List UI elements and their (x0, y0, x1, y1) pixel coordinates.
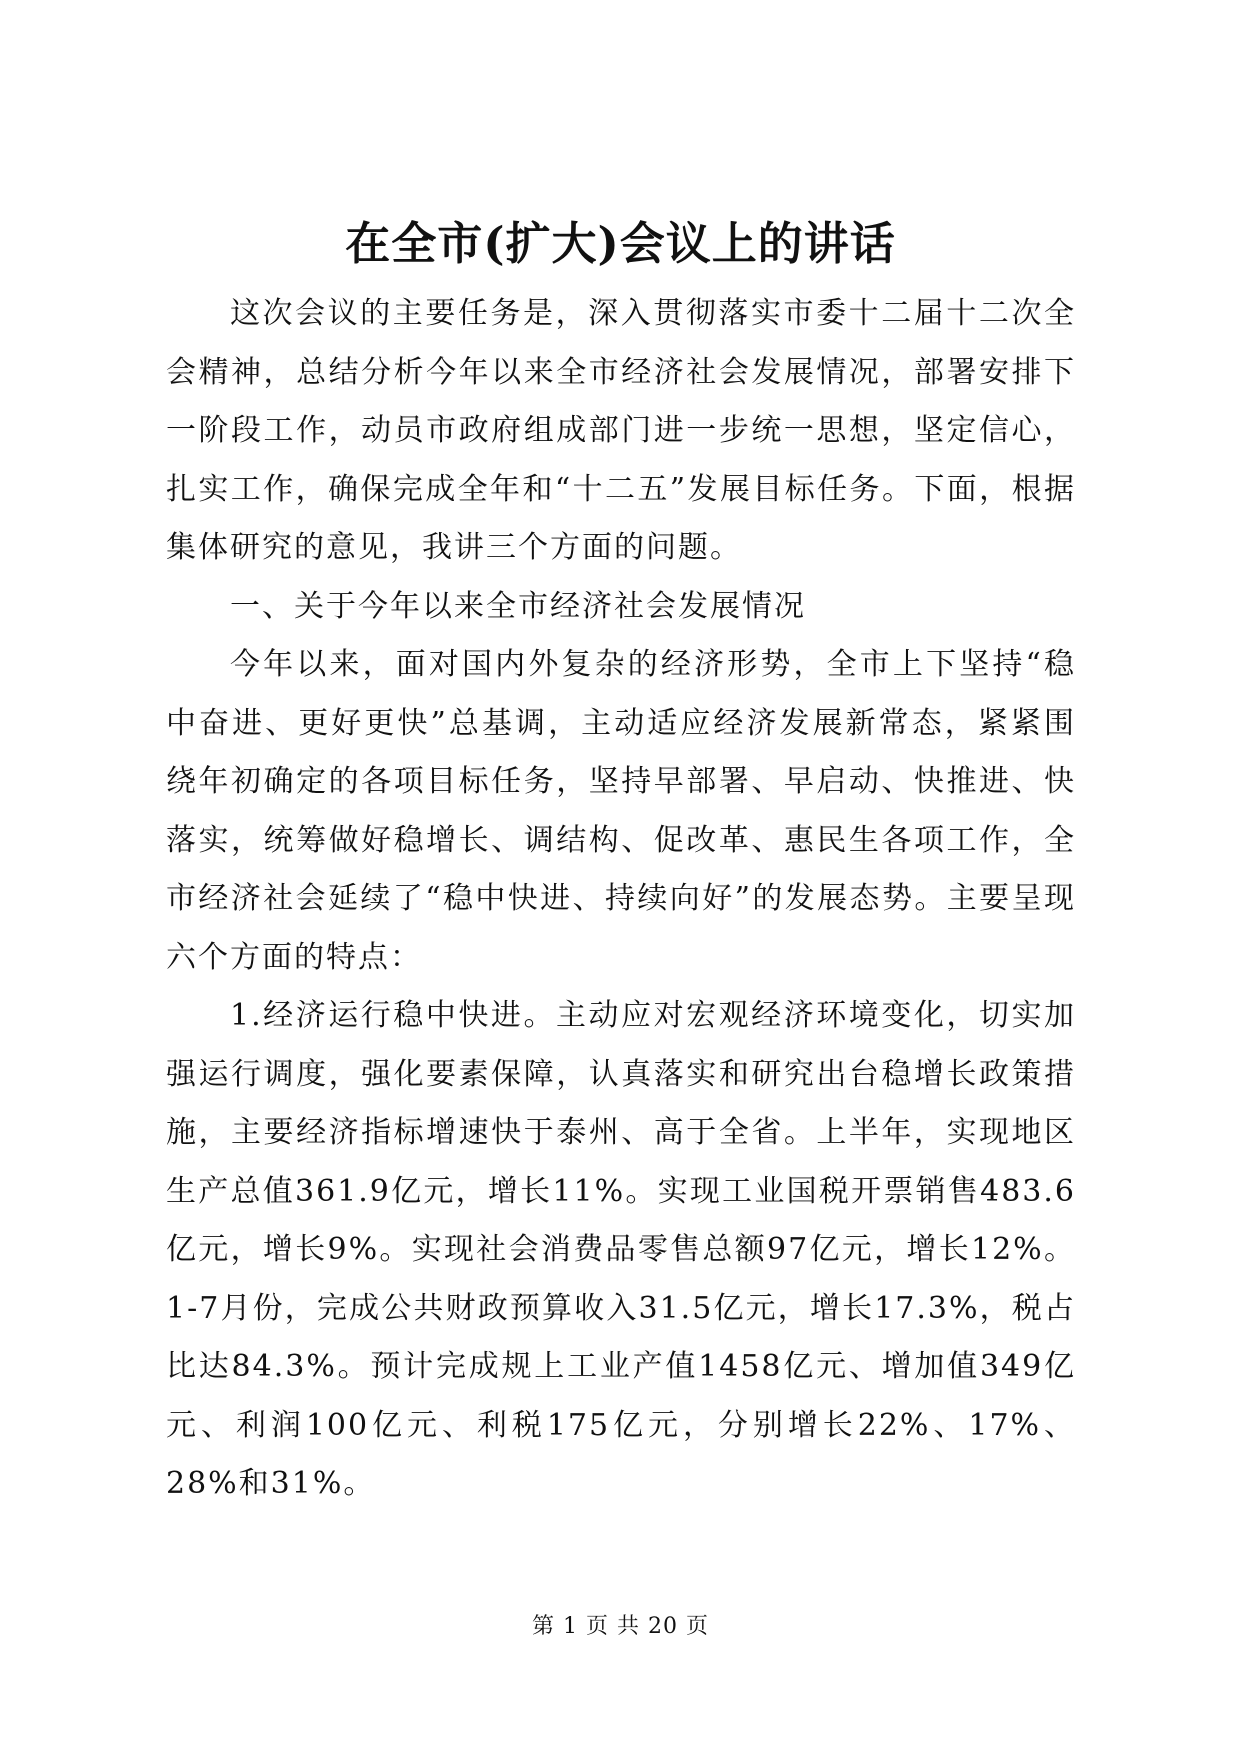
document-body (166, 285, 1076, 1514)
intro-paragraph: 这次会议的主要任务是，深入贯彻落实市委十二届十二次全会精神，总结分析今年以来全市经济社会发展情况，部署安排下一阶段工作，动员市政府组成部门进一步统一思想，坚定信心，扎实工作，确保完成全年和“十二五”发展目标任务。下面，根据集体研究的意见，我讲三个方面的问题。 (166, 296, 1076, 565)
overview-paragraph: 今年以来，面对国内外复杂的经济形势，全市上下坚持“稳中奋进、更好更快”总基调，主动适应经济发展新常态，紧紧围绕年初确定的各项目标任务，坚持早部署、早启动、快推进、快落实，统筹做好稳增长、调结构、促改革、惠民生各项工作，全市经济社会延续了“稳中快进、持续向好”的发展态势。主要呈现六个方面的特点： (166, 647, 1076, 975)
economy-paragraph: 1.经济运行稳中快进。主动应对宏观经济环境变化，切实加强运行调度，强化要素保障，认真落实和研究出台稳增长政策措施，主要经济指标增速快于泰州、高于全省。上半年，实现地区生产总值361.9亿元，增长11%。实现工业国税开票销售483.6亿元，增长9%。实现社会消费品零售总额97亿元，增长12%。1-7月份，完成公共财政预算收入31.5亿元，增长17.3%，税占比达84.3%。预计完成规上工业产值1458亿元、增加值349亿元、利润100亿元、利税175亿元，分别增长22%、17%、28%和31%。 (166, 998, 1076, 1501)
section-heading: 一、关于今年以来全市经济社会发展情况 (230, 588, 806, 624)
page-number-footer: 第 1 页 共 20 页 (532, 1614, 709, 1639)
document-title: 在全市(扩大)会议上的讲话 (345, 217, 896, 270)
